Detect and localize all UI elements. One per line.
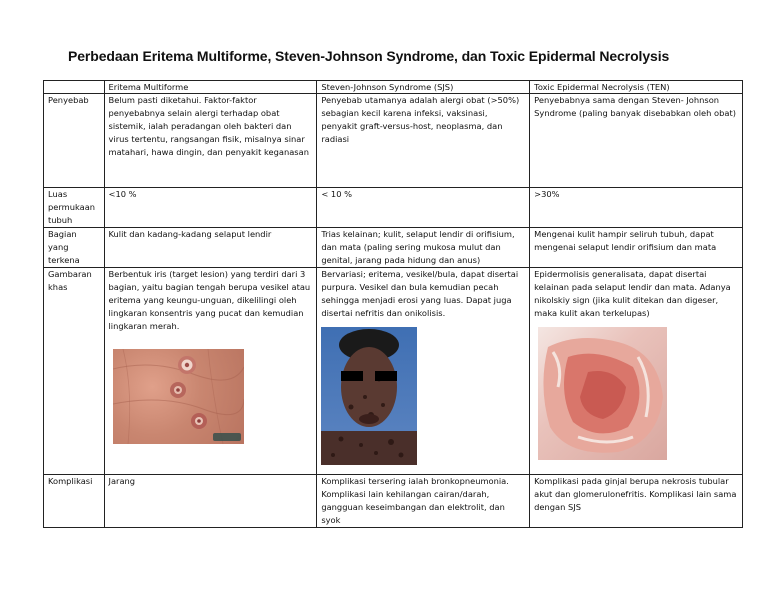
cell-em: Berbentuk iris (target lesion) yang terdiri dari 3 bagian, yaitu bagian tengah berupa vesikel atau eritema yang keungu-unguan, dikelilingi oleh lingkaran konsentris yang pucat dan kemudian lingkaran merah. xyxy=(108,269,311,331)
table-header-row xyxy=(44,81,743,94)
table-row-penyebab xyxy=(44,94,743,188)
document-title: Perbedaan Eritema Multiforme, Steven-Johnson Syndrome, dan Toxic Epidermal Necrolysis xyxy=(68,48,670,64)
cell-sjs: Bervariasi; eritema, vesikel/bula, dapat disertai purpura. Vesikel dan bula kemudian pecah sehingga menjadi erosi yang luas. Dapat juga disertai nefritis dan onikolisis. xyxy=(321,269,519,318)
cell-em-container xyxy=(104,268,317,475)
cell-sjs: Komplikasi tersering ialah bronkopneumonia. Komplikasi lain kehilangan cairan/darah, gangguan keseimbangan dan elektrolit, dan syok xyxy=(317,475,530,528)
cell-ten: Epidermolisis generalisata, dapat disertai kelainan pada selaput lendir dan mata. Adanya nikolskiy sign (jika kulit ditekan dan digeser, maka kulit akan terkelupas) xyxy=(534,269,731,318)
cell-sjs: Penyebab utamanya adalah alergi obat (>50%) sebagian kecil karena infeksi, vaksinasi, penyakit graft-versus-host, neoplasma, dan radiasi xyxy=(317,94,530,188)
sjs-patient-photo xyxy=(321,327,417,465)
skin-photo-illustration xyxy=(113,349,244,444)
cell-ten: Mengenai kulit hampir seliruh tubuh, dapat mengenai selaput lendir orifisium dan mata xyxy=(530,228,743,268)
header-empty-cell xyxy=(44,81,105,94)
row-label: Luas permukaan tubuh xyxy=(44,188,105,228)
cell-ten: >30% xyxy=(530,188,743,228)
cell-sjs-container xyxy=(317,268,530,475)
cell-em: Kulit dan kadang-kadang selaput lendir xyxy=(104,228,317,268)
cell-sjs: < 10 % xyxy=(317,188,530,228)
cell-ten: Komplikasi pada ginjal berupa nekrosis tubular akut dan glomerulonefritis. Komplikasi lain sama dengan SJS xyxy=(530,475,743,528)
table-row-bagian xyxy=(44,228,743,268)
cell-em: <10 % xyxy=(104,188,317,228)
header-eritema-multiforme: Eritema Multiforme xyxy=(104,81,317,94)
row-label: Komplikasi xyxy=(44,475,105,528)
patient-face-illustration xyxy=(321,327,417,465)
cell-ten-container xyxy=(530,268,743,475)
table-row-gambaran xyxy=(44,268,743,475)
cell-ten: Penyebabnya sama dengan Steven- Johnson Syndrome (paling banyak disebabkan oleh obat) xyxy=(530,94,743,188)
header-ten: Toxic Epidermal Necrolysis (TEN) xyxy=(530,81,743,94)
table-row-luas xyxy=(44,188,743,228)
table-row-komplikasi xyxy=(44,475,743,528)
ten-skin-photo xyxy=(538,327,667,460)
comparison-table xyxy=(43,80,743,528)
row-label: Bagian yang terkena xyxy=(44,228,105,268)
cell-em: Jarang xyxy=(104,475,317,528)
row-label: Gambaran khas xyxy=(44,268,105,475)
cell-em: Belum pasti diketahui. Faktor-faktor penyebabnya selain alergi terhadap obat sistemik, ialah peradangan oleh bakteri dan virus tertentu, rangsangan fisik, misalnya sinar matahari, hawa dingin, dan penyakit keganasan xyxy=(104,94,317,188)
cell-sjs: Trias kelainan; kulit, selaput lendir di orifisium, dan mata (paling sering mukosa mulut dan genital, jarang pada hidung dan anus) xyxy=(317,228,530,268)
peeling-skin-illustration xyxy=(538,327,667,460)
row-label: Penyebab xyxy=(44,94,105,188)
target-lesion-photo xyxy=(113,349,244,444)
header-sjs: Steven-Johnson Syndrome (SJS) xyxy=(317,81,530,94)
